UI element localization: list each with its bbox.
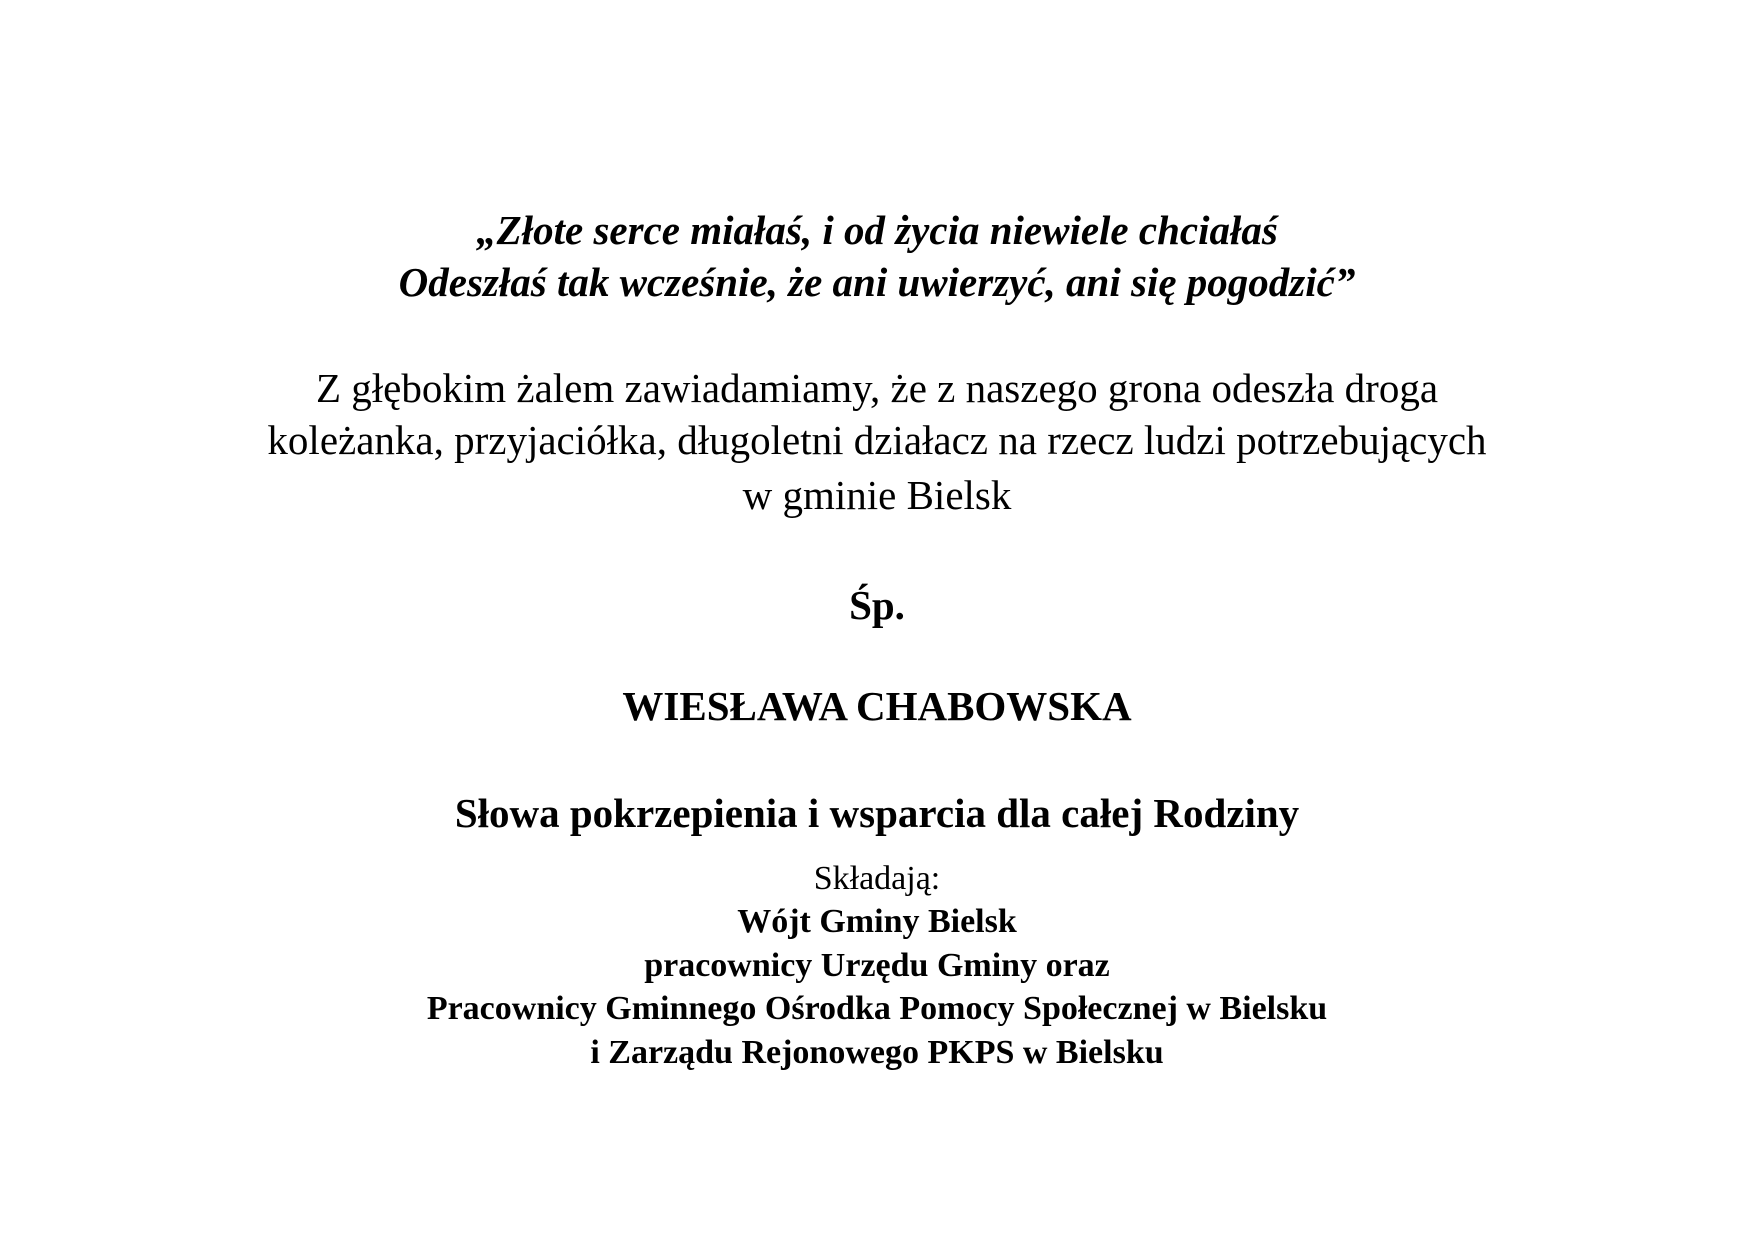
announcement-line-3: w gminie Bielsk [742,472,1012,518]
announcement-line-1: Z głębokim żalem zawiadamiamy, że z naszego grona odeszła droga [315,365,1439,411]
signatory-line-3: Pracownicy Gminnego Ośrodka Pomocy Społecznej w Bielsku [426,990,1328,1027]
announcement-line-2: koleżanka, przyjaciółka, długoletni działacz na rzecz ludzi potrzebujących [267,417,1487,463]
quote-line-1: „Złote serce miałaś, i od życia niewiele chciałaś [476,207,1278,253]
deceased-name: WIESŁAWA CHABOWSKA [622,683,1132,729]
signatory-line-2: pracownicy Urzędu Gminy oraz [644,947,1110,984]
signatory-line-1: Wójt Gminy Bielsk [737,903,1017,940]
honorific: Śp. [849,582,905,628]
condolence-line: Słowa pokrzepienia i wsparcia dla całej Rodziny [454,790,1300,836]
signatories-intro: Składają: [813,860,941,897]
signatory-line-4: i Zarządu Rejonowego PKPS w Bielsku [590,1034,1164,1071]
quote-line-2: Odeszłaś tak wcześnie, że ani uwierzyć, ani się pogodzić” [398,259,1356,305]
